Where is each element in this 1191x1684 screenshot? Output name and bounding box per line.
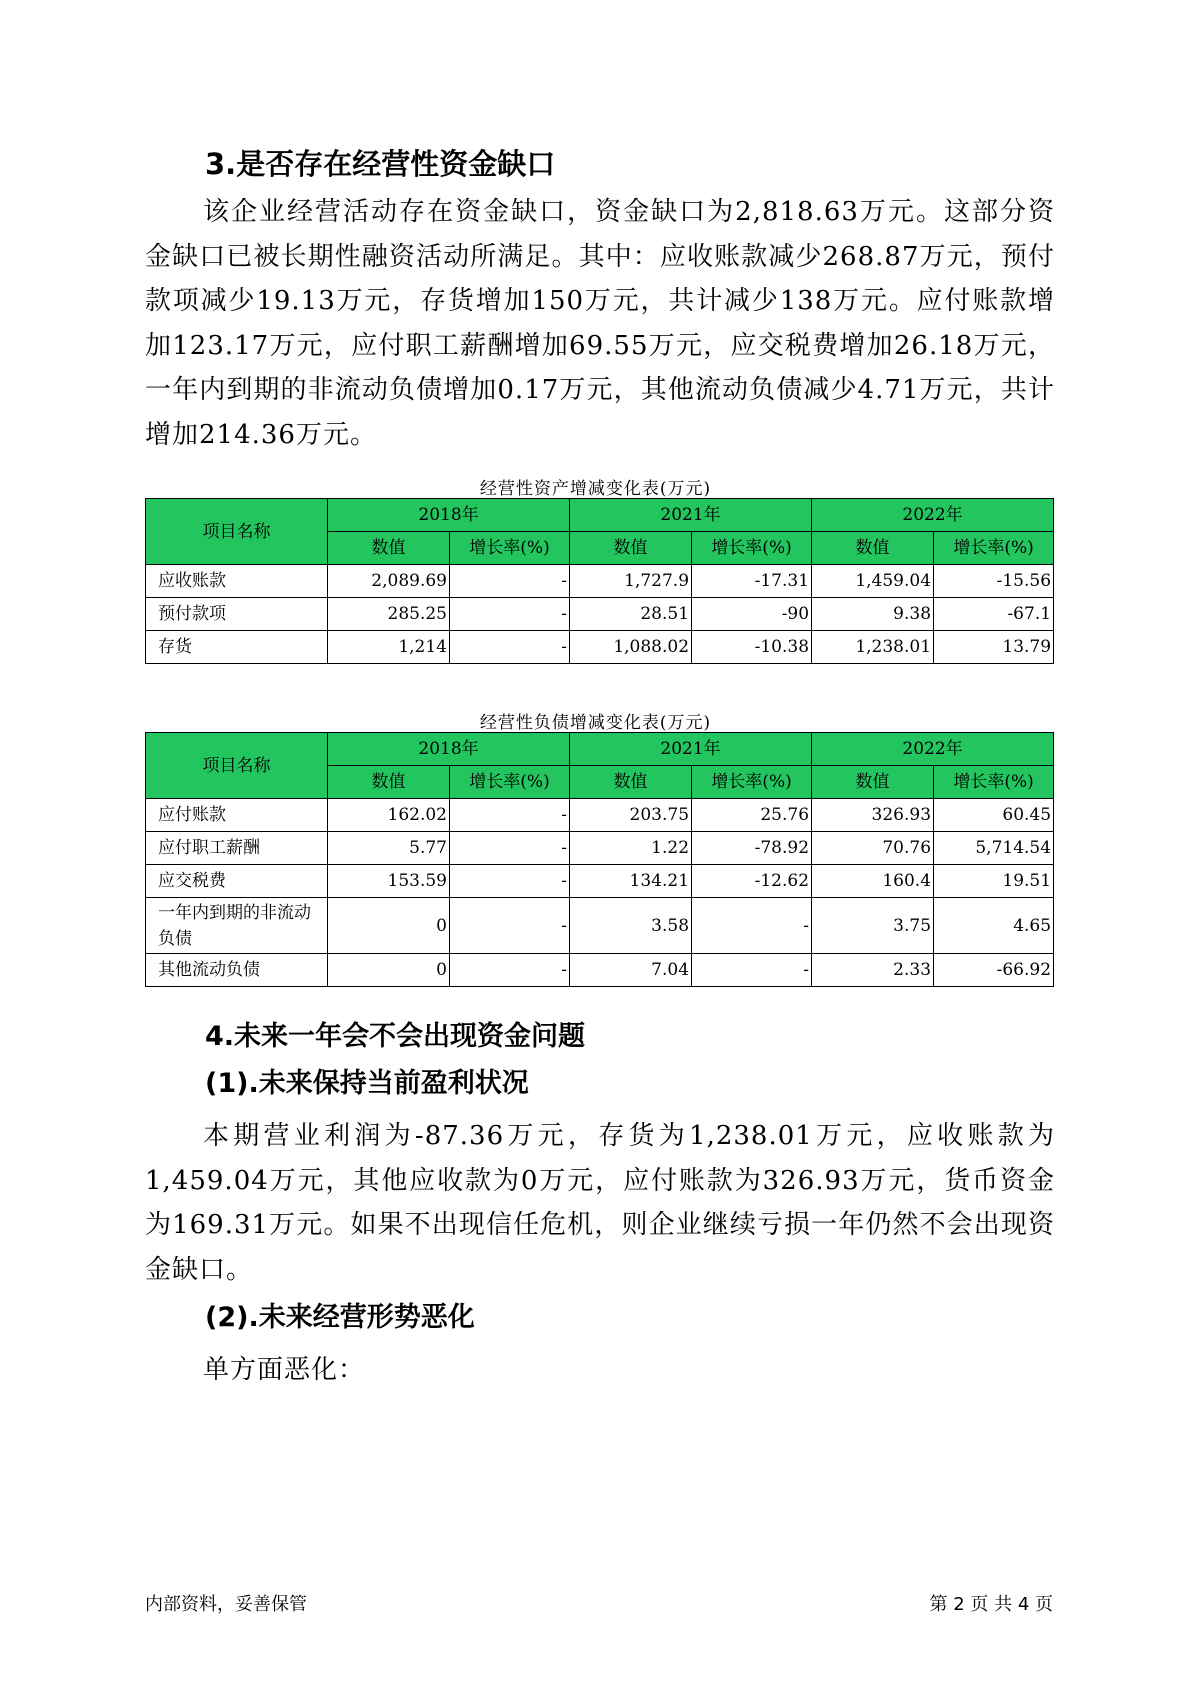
section4-heading: 4.未来一年会不会出现资金问题 — [205, 1021, 586, 1052]
rate-cell: 60.45 — [934, 799, 1054, 832]
value-cell: 1.22 — [570, 832, 692, 865]
value-cell: 0 — [328, 954, 450, 987]
value-cell: 326.93 — [812, 799, 934, 832]
table-row — [146, 565, 1054, 598]
rate-header: 增长率(%) — [934, 532, 1054, 565]
value-cell: 70.76 — [812, 832, 934, 865]
row-name: 预付款项 — [146, 598, 328, 631]
row-name: 应收账款 — [146, 565, 328, 598]
row-name: 存货 — [146, 631, 328, 664]
rate-cell: -66.92 — [934, 954, 1054, 987]
rate-cell: 25.76 — [692, 799, 812, 832]
rate-cell: -78.92 — [692, 832, 812, 865]
table-row — [146, 799, 1054, 832]
liabilities-table-caption: 经营性负债增减变化表(万元) — [479, 713, 712, 733]
value-cell: 162.02 — [328, 799, 450, 832]
table-row — [146, 631, 1054, 664]
row-name: 应付账款 — [146, 799, 328, 832]
value-header: 数值 — [812, 766, 934, 799]
year-header: 2021年 — [570, 499, 812, 532]
rate-cell: - — [450, 631, 570, 664]
rate-cell: - — [450, 954, 570, 987]
value-header: 数值 — [812, 532, 934, 565]
table-row — [146, 598, 1054, 631]
footer-page-number: 第 2 页 共 4 页 — [929, 1594, 1053, 1615]
year-header: 2022年 — [812, 499, 1054, 532]
row-name: 其他流动负债 — [146, 954, 328, 987]
value-cell: 1,727.9 — [570, 565, 692, 598]
year-header: 2018年 — [328, 733, 570, 766]
section3-heading: 3.是否存在经营性资金缺口 — [205, 147, 556, 181]
table-header-row — [146, 733, 1054, 766]
value-header: 数值 — [328, 532, 450, 565]
year-header: 2021年 — [570, 733, 812, 766]
item-header: 项目名称 — [146, 733, 328, 799]
value-cell: 3.58 — [570, 898, 692, 954]
assets-table-caption: 经营性资产增减变化表(万元) — [479, 479, 712, 499]
year-header: 2018年 — [328, 499, 570, 532]
assets-table-body — [146, 565, 1054, 664]
table-row — [146, 954, 1054, 987]
value-header: 数值 — [570, 766, 692, 799]
rate-cell: 5,714.54 — [934, 832, 1054, 865]
assets-table — [145, 498, 1054, 664]
footer-confidential: 内部资料，妥善保管 — [145, 1594, 307, 1615]
table-row — [146, 865, 1054, 898]
rate-header: 增长率(%) — [934, 766, 1054, 799]
rate-cell: -67.1 — [934, 598, 1054, 631]
table-row — [146, 898, 1054, 954]
section4-sub1-heading: (1).未来保持当前盈利状况 — [205, 1068, 529, 1099]
row-name: 应付职工薪酬 — [146, 832, 328, 865]
rate-cell: - — [450, 598, 570, 631]
value-cell: 203.75 — [570, 799, 692, 832]
rate-cell: 4.65 — [934, 898, 1054, 954]
rate-header: 增长率(%) — [450, 766, 570, 799]
rate-cell: - — [450, 799, 570, 832]
value-cell: 5.77 — [328, 832, 450, 865]
value-cell: 0 — [328, 898, 450, 954]
rate-cell: 13.79 — [934, 631, 1054, 664]
item-header: 项目名称 — [146, 499, 328, 565]
rate-cell: -15.56 — [934, 565, 1054, 598]
section4-sub2-heading: (2).未来经营形势恶化 — [205, 1302, 475, 1333]
rate-cell: -10.38 — [692, 631, 812, 664]
row-name: 应交税费 — [146, 865, 328, 898]
rate-cell: - — [692, 898, 812, 954]
rate-cell: -17.31 — [692, 565, 812, 598]
section3-paragraph: 该企业经营活动存在资金缺口，资金缺口为2,818.63万元。这部分资金缺口已被长期性融资活动所满足。其中：应收账款减少268.87万元，预付款项减少19.13万元，存货增加150万元，共计减少138万元。应付账款增加123.17万元，应付职工薪酬增加69.55万元，应交税费增加26.18万元，一年内到期的非流动负债增加0.17万元，其他流动负债减少4.71万元，共计增加214.36万元。 — [145, 197, 1055, 450]
value-cell: 285.25 — [328, 598, 450, 631]
value-cell: 153.59 — [328, 865, 450, 898]
value-cell: 7.04 — [570, 954, 692, 987]
rate-cell: - — [450, 565, 570, 598]
section4-sub2-paragraph: 单方面恶化： — [203, 1355, 366, 1385]
value-cell: 160.4 — [812, 865, 934, 898]
rate-header: 增长率(%) — [692, 532, 812, 565]
table-row — [146, 832, 1054, 865]
liabilities-table-body — [146, 799, 1054, 987]
year-header: 2022年 — [812, 733, 1054, 766]
rate-cell: - — [450, 865, 570, 898]
value-cell: 9.38 — [812, 598, 934, 631]
table-header-row — [146, 499, 1054, 532]
rate-cell: - — [450, 832, 570, 865]
rate-header: 增长率(%) — [692, 766, 812, 799]
value-cell: 1,088.02 — [570, 631, 692, 664]
value-header: 数值 — [328, 766, 450, 799]
rate-cell: 19.51 — [934, 865, 1054, 898]
rate-cell: - — [450, 898, 570, 954]
rate-cell: - — [692, 954, 812, 987]
value-header: 数值 — [570, 532, 692, 565]
value-cell: 2,089.69 — [328, 565, 450, 598]
value-cell: 1,238.01 — [812, 631, 934, 664]
rate-cell: -12.62 — [692, 865, 812, 898]
row-name: 一年内到期的非流动负债 — [146, 898, 328, 954]
value-cell: 1,214 — [328, 631, 450, 664]
value-cell: 1,459.04 — [812, 565, 934, 598]
value-cell: 2.33 — [812, 954, 934, 987]
liabilities-table — [145, 732, 1054, 987]
rate-header: 增长率(%) — [450, 532, 570, 565]
rate-cell: -90 — [692, 598, 812, 631]
section4-sub1-paragraph: 本期营业利润为-87.36万元，存货为1,238.01万元，应收账款为1,459.04万元，其他应收款为0万元，应付账款为326.93万元，货币资金为169.31万元。如果不出现信任危机，则企业继续亏损一年仍然不会出现资金缺口。 — [145, 1121, 1055, 1285]
value-cell: 134.21 — [570, 865, 692, 898]
value-cell: 3.75 — [812, 898, 934, 954]
value-cell: 28.51 — [570, 598, 692, 631]
